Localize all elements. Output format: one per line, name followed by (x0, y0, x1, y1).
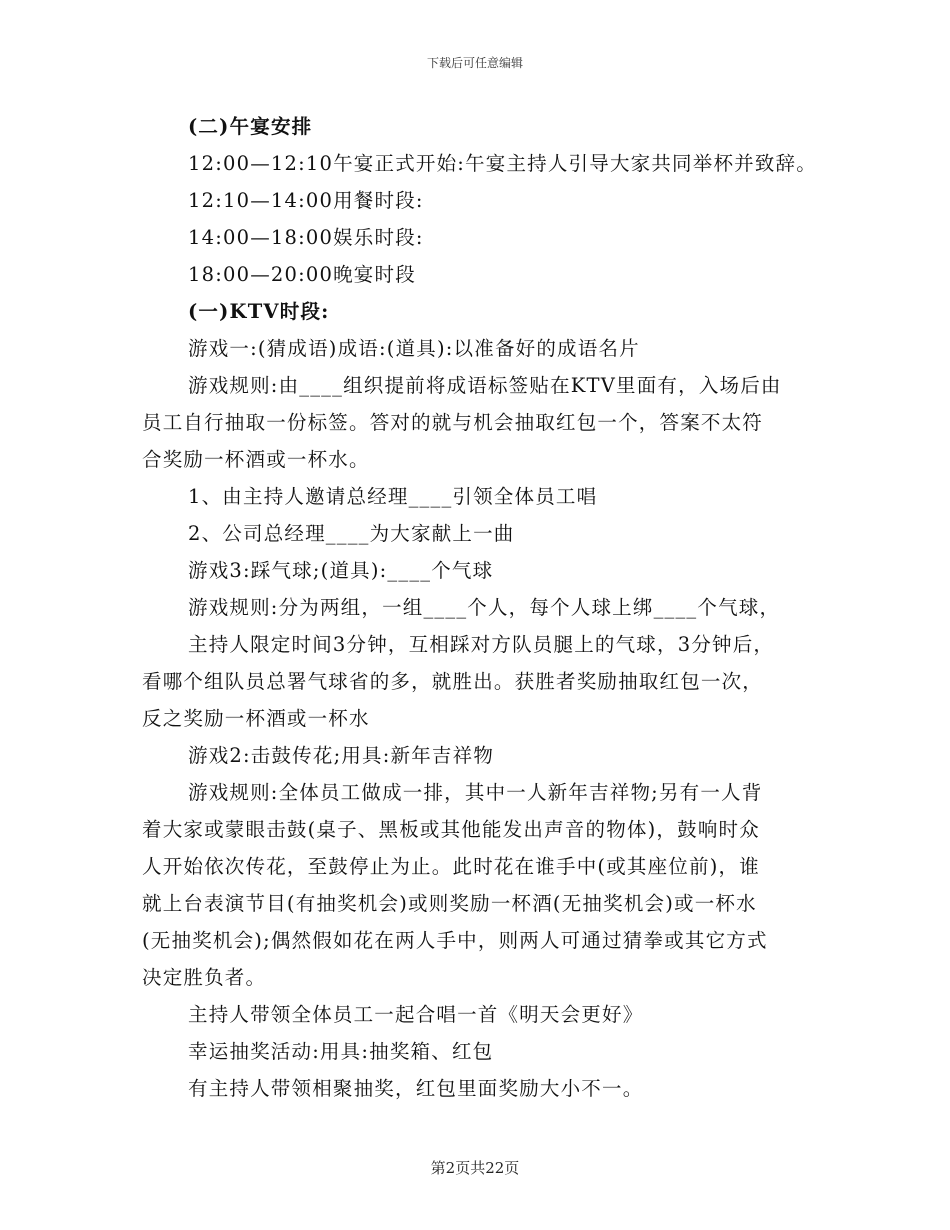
game-two-title: 游戏2:击鼓传花;用具:新年吉祥物 (188, 744, 495, 767)
paragraph-line: 合奖励一杯酒或一杯水。 (142, 448, 370, 471)
list-item-2: 2、公司总经理____为大家献上一曲 (188, 522, 515, 545)
paragraph-line: 反之奖励一杯酒或一杯水 (142, 707, 370, 730)
paragraph-line: 决定胜负者。 (142, 966, 267, 989)
paragraph-line: 主持人限定时间3分钟，互相踩对方队员腿上的气球，3分钟后， (188, 633, 775, 656)
paragraph-line: 就上台表演节目(有抽奖机会)或则奖励一杯酒(无抽奖机会)或一杯水 (142, 892, 757, 915)
game-three-title: 游戏3:踩气球;(道具):____个气球 (188, 559, 494, 582)
lucky-draw-title: 幸运抽奖活动:用具:抽奖箱、红包 (188, 1040, 494, 1063)
page-number-footer: 第2页共22页 (430, 1159, 520, 1177)
paragraph-line: 看哪个组队员总署气球省的多，就胜出。获胜者奖励抽取红包一次， (142, 670, 764, 693)
schedule-line-4: 18:00—20:00晚宴时段 (188, 263, 416, 286)
schedule-line-3: 14:00—18:00娱乐时段: (188, 226, 424, 249)
list-item-1: 1、由主持人邀请总经理____引领全体员工唱 (188, 485, 598, 508)
section-heading-lunch: (二)午宴安排 (188, 115, 313, 138)
chorus-line: 主持人带领全体员工一起合唱一首《明天会更好》 (188, 1003, 644, 1026)
game-one-title: 游戏一:(猜成语)成语:(道具):以准备好的成语名片 (188, 337, 640, 360)
paragraph-line: 游戏规则:全体员工做成一排，其中一人新年吉祥物;另有一人背 (188, 781, 763, 804)
page-header: 下载后可任意编辑 (426, 56, 523, 70)
schedule-line-2: 12:10—14:00用餐时段: (188, 189, 424, 212)
schedule-line-1: 12:00—12:10午宴正式开始:午宴主持人引导大家共同举杯并致辞。 (188, 152, 817, 175)
paragraph-line: 人开始依次传花，至鼓停止为止。此时花在谁手中(或其座位前)，谁 (142, 855, 760, 878)
paragraph-line: 游戏规则:由____组织提前将成语标签贴在KTV里面有，入场后由 (188, 374, 782, 397)
paragraph-line: 员工自行抽取一份标签。答对的就与机会抽取红包一个，答案不太符 (142, 411, 764, 434)
paragraph-line: 游戏规则:分为两组，一组____个人，每个人球上绑____个气球， (188, 596, 781, 619)
paragraph-line: (无抽奖机会);偶然假如花在两人手中，则两人可通过猜拳或其它方式 (142, 929, 768, 952)
section-heading-ktv: (一)KTV时段: (188, 300, 330, 323)
lucky-draw-line: 有主持人带领相聚抽奖，红包里面奖励大小不一。 (188, 1077, 644, 1100)
paragraph-line: 着大家或蒙眼击鼓(桌子、黑板或其他能发出声音的物体)，鼓响时众 (142, 818, 760, 841)
